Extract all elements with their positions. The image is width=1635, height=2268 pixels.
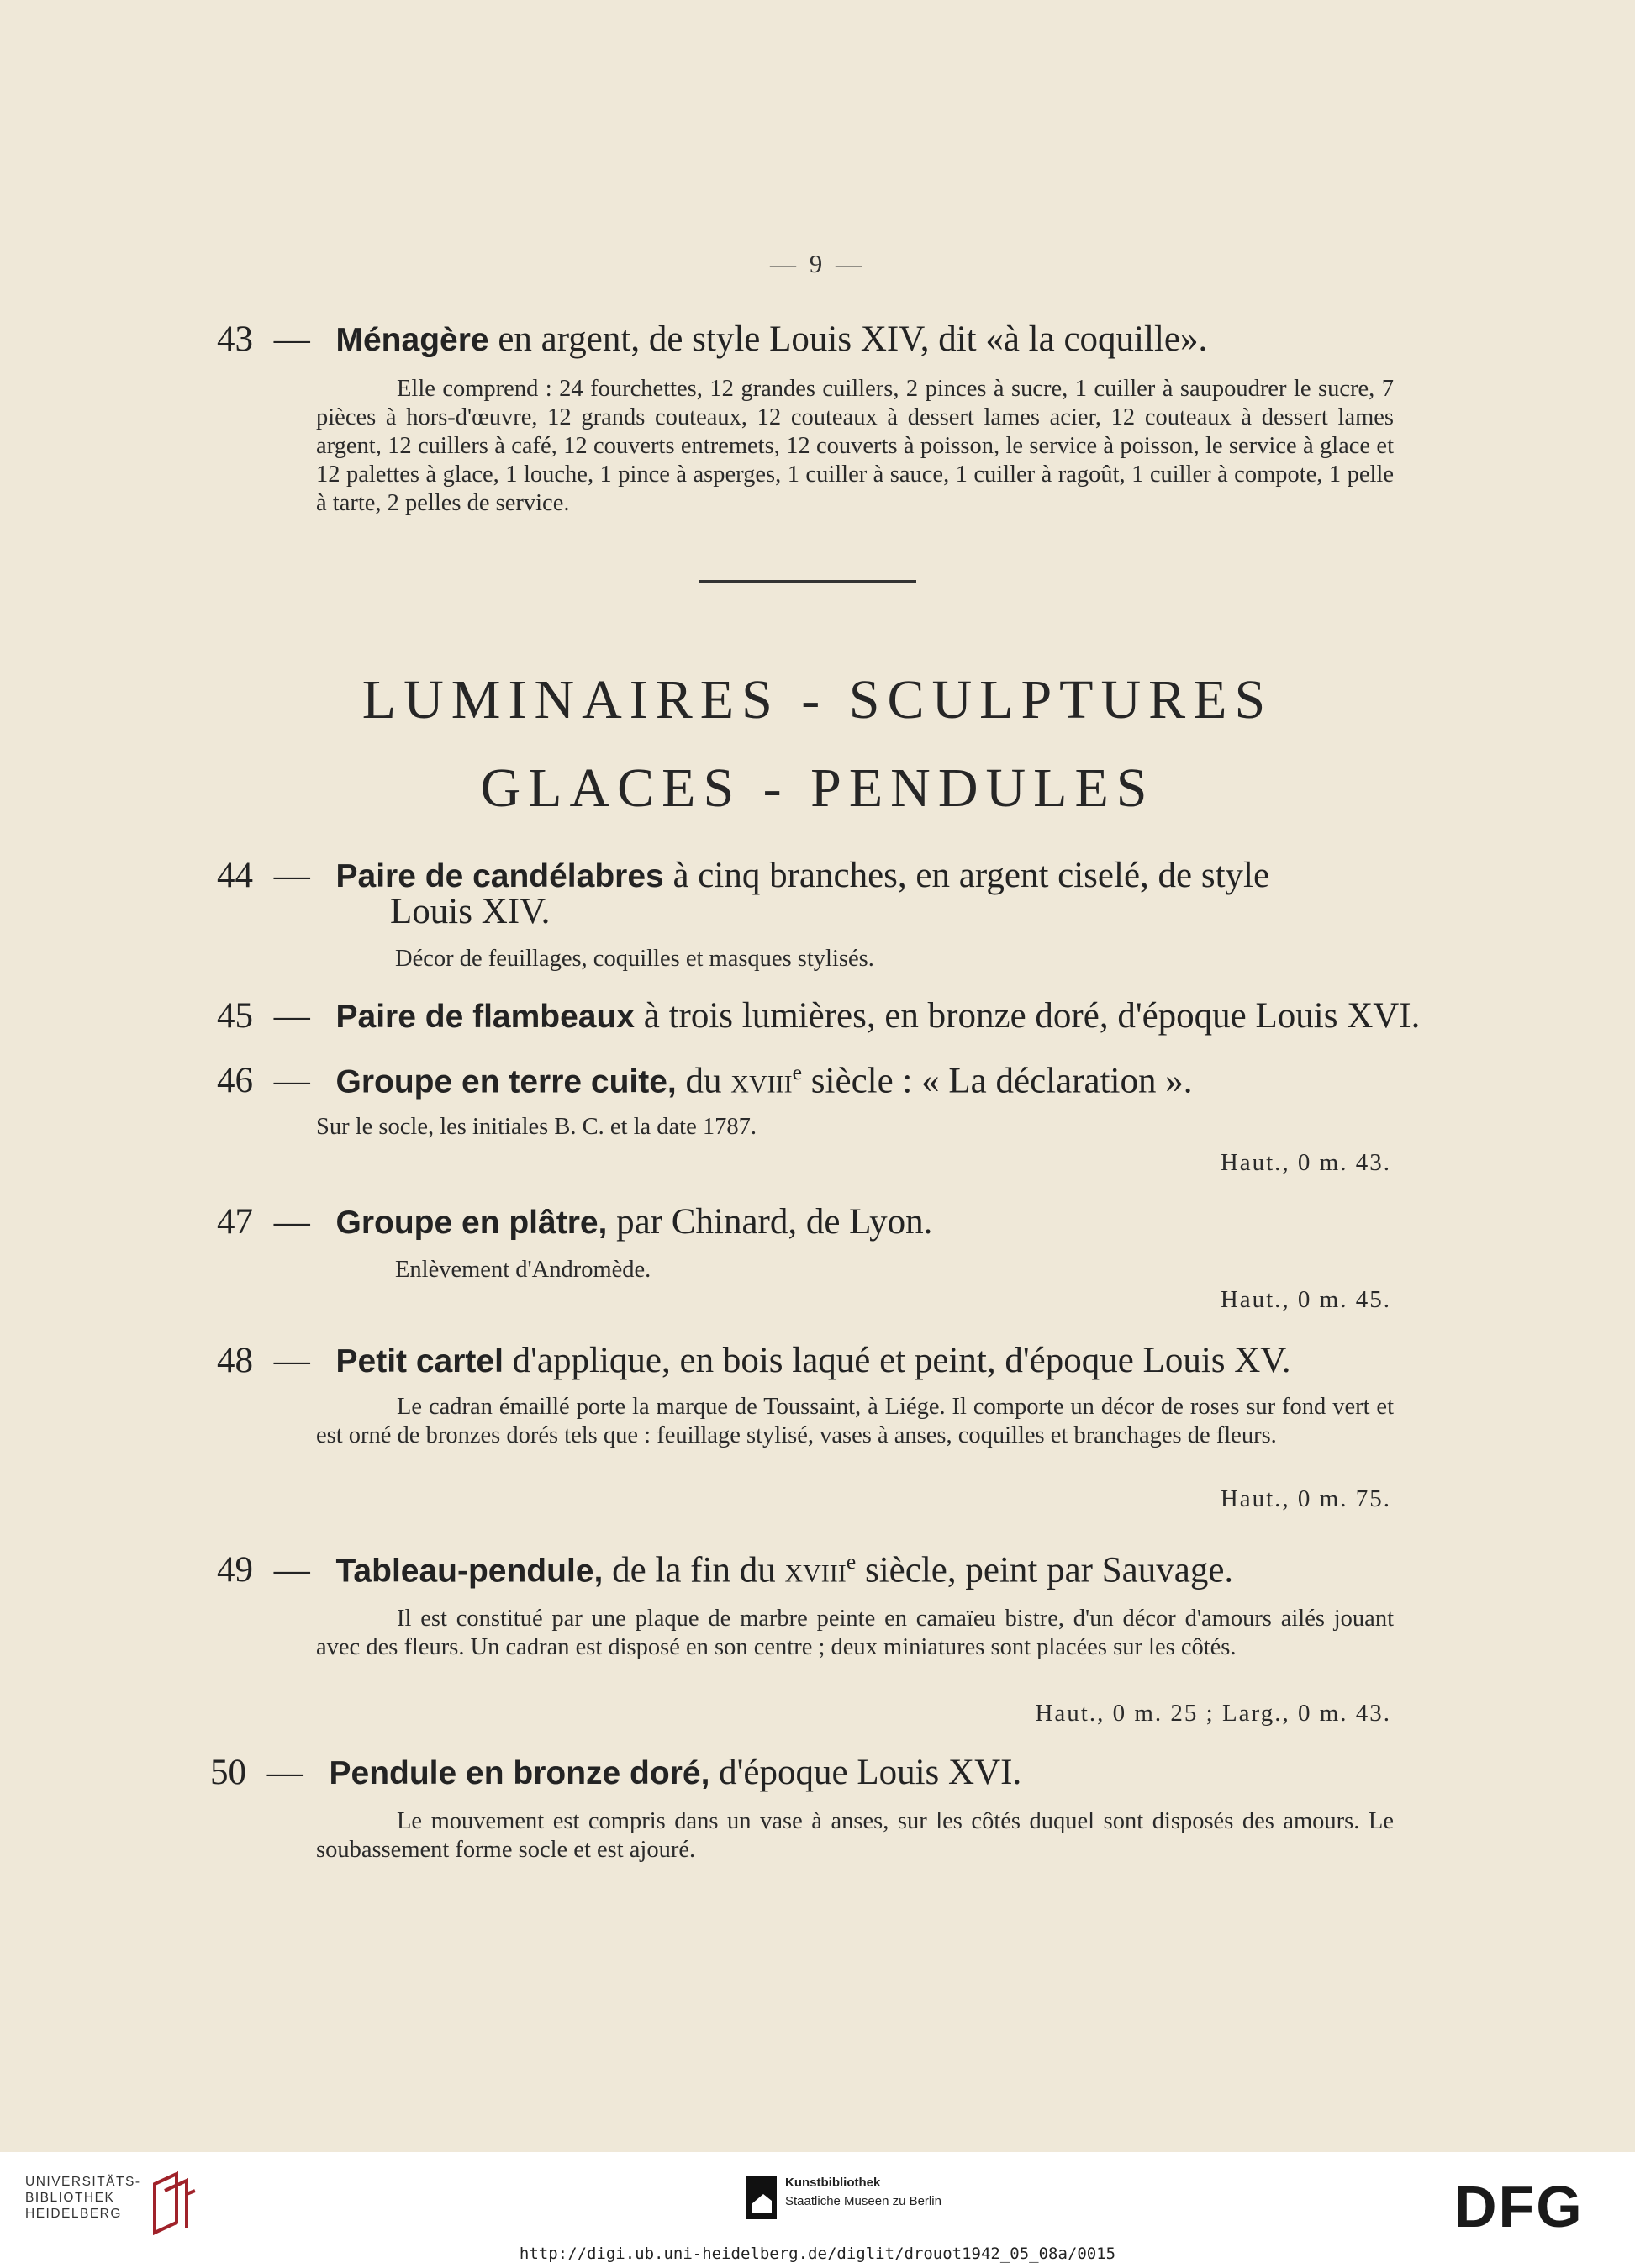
lot-48-description: Le cadran émaillé porte la marque de Toussaint, à Liége. Il comporte un décor de roses sur fond vert et est orné de bronzes dorés tels que : feuillage stylisé, vases à anses, coquilles et branchages de fleurs.	[316, 1394, 1394, 1448]
lot-subtitle: à cinq branches, en argent ciselé, de style	[672, 856, 1270, 895]
lot-47-description: Enlèvement d'Andromède.	[395, 1257, 651, 1283]
dash: —	[273, 1061, 310, 1101]
dfg-logo[interactable]: DFG	[1454, 2174, 1584, 2239]
lot-47-heading	[217, 1204, 1400, 1240]
lot-number: 44	[217, 856, 253, 895]
lot-title: Petit cartel	[335, 1343, 504, 1379]
dash: —	[266, 1753, 303, 1792]
dash: —	[273, 996, 310, 1036]
lot-subtitle-a: de la fin du	[612, 1550, 776, 1590]
lot-47-dimensions: Haut., 0 m. 45.	[1220, 1286, 1391, 1313]
lot-subtitle: d'applique, en bois laqué et peint, d'époque Louis XV.	[512, 1341, 1291, 1380]
kunstbibliothek-logo-icon[interactable]	[746, 2176, 777, 2219]
lot-title: Groupe en terre cuite,	[335, 1063, 677, 1100]
lot-48-dimensions: Haut., 0 m. 75.	[1220, 1485, 1391, 1512]
university-line-3: HEIDELBERG	[25, 2207, 122, 2221]
kunstbibliothek-label[interactable]	[785, 2174, 941, 2211]
lot-49-dimensions: Haut., 0 m. 25 ; Larg., 0 m. 43.	[1035, 1700, 1391, 1727]
lot-46-dimensions: Haut., 0 m. 43.	[1220, 1149, 1391, 1176]
lot-subtitle-a: du	[685, 1061, 722, 1101]
lot-number: 47	[217, 1202, 253, 1242]
section-title-line-1: LUMINAIRES - SCULPTURES	[361, 669, 1274, 731]
lot-title: Paire de candélabres	[335, 858, 664, 894]
university-line-2: BIBLIOTHEK	[25, 2191, 115, 2205]
lot-number: 50	[210, 1753, 246, 1792]
century-numeral: xviii	[784, 1550, 847, 1590]
lot-49-heading	[217, 1551, 1400, 1588]
university-logo-icon[interactable]	[148, 2169, 198, 2236]
lot-subtitle-b: siècle, peint par Sauvage.	[864, 1550, 1234, 1590]
dash: —	[273, 1550, 310, 1590]
lot-44-continuation: Louis XIV.	[390, 892, 551, 931]
lot-title: Paire de flambeaux	[335, 999, 635, 1035]
lot-title: Groupe en plâtre,	[335, 1205, 608, 1241]
university-line-1: UNIVERSITÄTS-	[25, 2175, 141, 2189]
lot-46-description: Sur le socle, les initiales B. C. et la date 1787.	[316, 1114, 757, 1140]
dash: —	[273, 1341, 310, 1380]
lot-44-description: Décor de feuillages, coquilles et masques stylisés.	[395, 946, 874, 972]
lot-subtitle-b: siècle : « La déclaration ».	[810, 1061, 1193, 1101]
lot-number: 49	[217, 1550, 253, 1590]
lot-49-description: Il est constitué par une plaque de marbre peinte en camaïeu bistre, d'un décor d'amours ailés jouant avec des fleurs. Un cadran est disposé en son centre ; deux miniatures sont placées sur les côtés.	[316, 1606, 1394, 1660]
lot-46-heading	[217, 1062, 1400, 1099]
lot-43-heading	[217, 321, 1400, 357]
century-numeral: xviii	[730, 1061, 793, 1101]
lot-number: 48	[217, 1341, 253, 1380]
lot-50-description: Le mouvement est compris dans un vase à anses, sur les côtés duquel sont disposés des amours. Le soubassement forme socle et est ajouré.	[316, 1808, 1394, 1863]
separator-rule	[699, 580, 916, 583]
lot-title: Pendule en bronze doré,	[329, 1755, 710, 1791]
university-library-logo-text[interactable]	[25, 2174, 140, 2222]
lot-title: Tableau-pendule,	[335, 1553, 604, 1590]
century-suffix: e	[792, 1060, 803, 1084]
lot-title: Ménagère	[335, 322, 489, 358]
lot-48-heading	[217, 1342, 1400, 1379]
lot-number: 43	[217, 319, 253, 359]
lot-number: 46	[217, 1061, 253, 1101]
kunstbibliothek-name: Kunstbibliothek	[785, 2176, 881, 2190]
dash: —	[273, 856, 310, 895]
lot-subtitle: en argent, de style Louis XIV, dit «à la coquille».	[498, 319, 1208, 359]
section-title-line-2: GLACES - PENDULES	[480, 757, 1155, 819]
lot-45-heading	[217, 996, 1421, 1036]
footer-bar	[0, 2152, 1635, 2268]
lot-subtitle: par Chinard, de Lyon.	[616, 1202, 933, 1242]
lot-subtitle: à trois lumières, en bronze doré, d'époque Louis XVI.	[643, 996, 1421, 1036]
dash: —	[273, 319, 310, 359]
lot-subtitle: d'époque Louis XVI.	[719, 1753, 1022, 1792]
page-number: — 9 —	[770, 249, 865, 278]
dash: —	[273, 1202, 310, 1242]
museum-name: Staatliche Museen zu Berlin	[785, 2194, 941, 2208]
lot-43-description: Elle comprend : 24 fourchettes, 12 grandes cuillers, 2 pinces à sucre, 1 cuiller à saupoudrer le sucre, 7 pièces à hors-d'œuvre, 12 grands couteaux, 12 couteaux à dessert lames acier, 12 couteaux à dessert lames argent, 12 cuillers à café, 12 couverts entremets, 12 couverts à poisson, le service à poisson, le service à glace et 12 palettes à glace, 1 louche, 1 pince à asperges, 1 cuiller à sauce, 1 cuiller à ragoût, 1 cuiller à compote, 1 pelle à tarte, 2 pelles de service.	[316, 376, 1394, 516]
century-suffix: e	[846, 1549, 857, 1574]
lot-44-heading	[217, 857, 1400, 894]
lot-50-heading	[210, 1754, 1400, 1791]
lot-number: 45	[217, 996, 253, 1036]
source-url-link[interactable]: http://digi.ub.uni-heidelberg.de/diglit/drouot1942_05_08a/0015	[519, 2244, 1116, 2263]
